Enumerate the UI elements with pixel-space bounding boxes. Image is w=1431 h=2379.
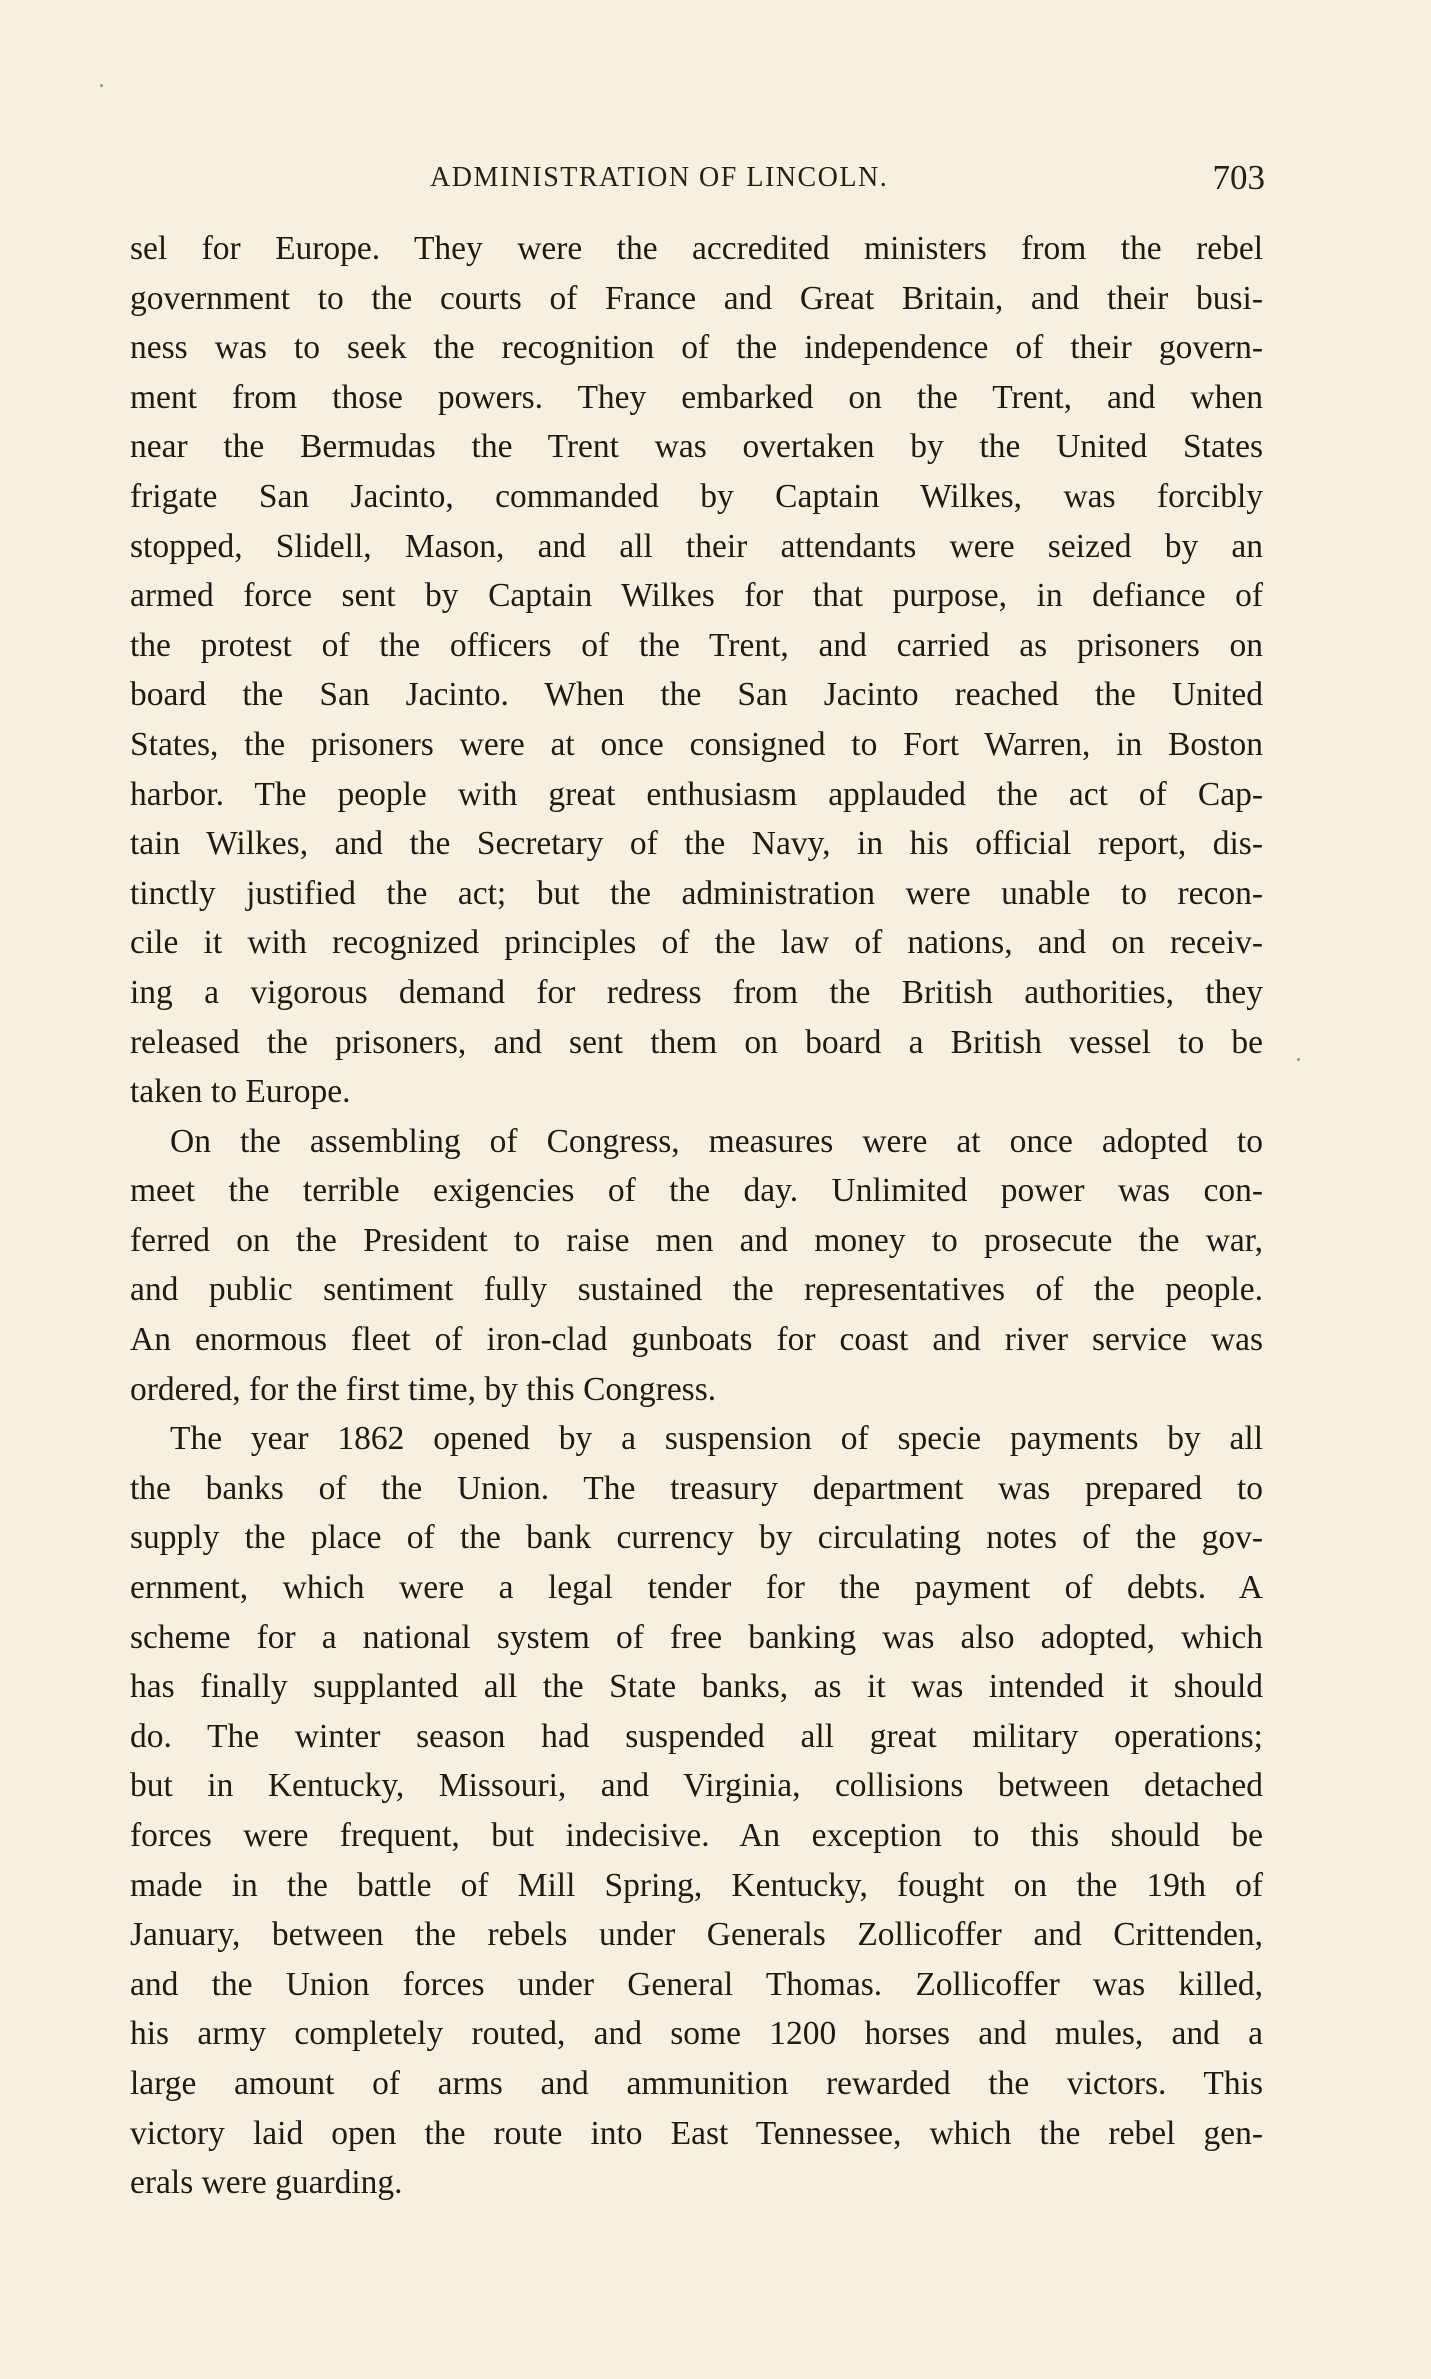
text-line: board the San Jacinto. When the San Jacinto reached the United bbox=[130, 676, 1263, 714]
text-line: armed force sent by Captain Wilkes for that purpose, in defiance of bbox=[130, 577, 1264, 615]
paragraph-1 bbox=[130, 224, 1263, 1117]
text-line: and public sentiment fully sustained the representatives of the people. bbox=[130, 1271, 1263, 1309]
text-line: do. The winter season had suspended all great military operations; bbox=[130, 1717, 1263, 1755]
text-line: ernment, which were a legal tender for the payment of debts. A bbox=[130, 1569, 1263, 1607]
text-line: supply the place of the bank currency by circulating notes of the gov- bbox=[130, 1519, 1264, 1557]
text-line: ment from those powers. They embarked on the Trent, and when bbox=[130, 378, 1263, 416]
page-number: 703 bbox=[1212, 158, 1265, 197]
text-line: near the Bermudas the Trent was overtaken by the United States bbox=[130, 428, 1264, 466]
text-line: An enormous fleet of iron-clad gunboats for coast and river service was bbox=[130, 1321, 1263, 1359]
text-line: States, the prisoners were at once consigned to Fort Warren, in Boston bbox=[130, 725, 1263, 763]
text-line: his army completely routed, and some 1200 horses and mules, and a bbox=[130, 2015, 1263, 2053]
text-line: ordered, for the first time, by this Congress. bbox=[130, 1370, 717, 1408]
text-line: January, between the rebels under Generals Zollicoffer and Crittenden, bbox=[130, 1916, 1263, 1954]
text-line: large amount of arms and ammunition rewarded the victors. This bbox=[130, 2064, 1263, 2102]
text-line: harbor. The people with great enthusiasm applauded the act of Cap- bbox=[130, 775, 1263, 813]
text-line: erals were guarding. bbox=[130, 2164, 403, 2202]
text-line: On the assembling of Congress, measures were at once adopted to bbox=[170, 1122, 1263, 1160]
text-line: made in the battle of Mill Spring, Kentucky, fought on the 19th of bbox=[130, 1866, 1264, 1904]
text-line: victory laid open the route into East Tennessee, which the rebel gen- bbox=[130, 2114, 1263, 2152]
text-line: has finally supplanted all the State banks, as it was intended it should bbox=[130, 1668, 1264, 1706]
text-line: scheme for a national system of free banking was also adopted, which bbox=[130, 1618, 1263, 1656]
text-line: forces were frequent, but indecisive. An exception to this should be bbox=[130, 1817, 1263, 1854]
text-line: but in Kentucky, Missouri, and Virginia, collisions between detached bbox=[130, 1767, 1263, 1805]
paragraph-2 bbox=[130, 1117, 1263, 1415]
text-line: and the Union forces under General Thomas. Zollicoffer was killed, bbox=[130, 1965, 1263, 2003]
text-line: taken to Europe. bbox=[130, 1073, 351, 1111]
text-line: tain Wilkes, and the Secretary of the Navy, in his official report, dis- bbox=[130, 825, 1263, 863]
text-line: ing a vigorous demand for redress from the British authorities, they bbox=[130, 973, 1263, 1011]
text-line: stopped, Slidell, Mason, and all their attendants were seized by an bbox=[130, 527, 1264, 565]
text-line: meet the terrible exigencies of the day. Unlimited power was con- bbox=[130, 1172, 1263, 1210]
running-head: ADMINISTRATION OF LINCOLN. bbox=[430, 162, 889, 193]
text-line: released the prisoners, and sent them on board a British vessel to be bbox=[130, 1023, 1264, 1061]
text-line: cile it with recognized principles of the law of nations, and on receiv- bbox=[130, 924, 1264, 962]
text-line: ness was to seek the recognition of the independence of their govern- bbox=[130, 329, 1264, 367]
page-header bbox=[130, 150, 1265, 210]
body-text bbox=[130, 224, 1263, 2208]
text-line: ferred on the President to raise men and money to prosecute the war, bbox=[130, 1221, 1263, 1259]
text-line: the protest of the officers of the Trent, and carried as prisoners on bbox=[130, 626, 1263, 664]
text-line: tinctly justified the act; but the administration were unable to recon- bbox=[130, 874, 1263, 912]
paragraph-3 bbox=[130, 1414, 1263, 2208]
text-line: government to the courts of France and Great Britain, and their busi- bbox=[130, 279, 1263, 317]
paper-speck bbox=[100, 84, 103, 87]
text-line: frigate San Jacinto, commanded by Captain Wilkes, was forcibly bbox=[130, 477, 1263, 515]
text-line: sel for Europe. They were the accredited ministers from the rebel bbox=[130, 230, 1264, 267]
text-line: The year 1862 opened by a suspension of specie payments by all bbox=[170, 1420, 1264, 1458]
text-line: the banks of the Union. The treasury department was prepared to bbox=[130, 1469, 1263, 1507]
paper-speck bbox=[1297, 1058, 1300, 1061]
